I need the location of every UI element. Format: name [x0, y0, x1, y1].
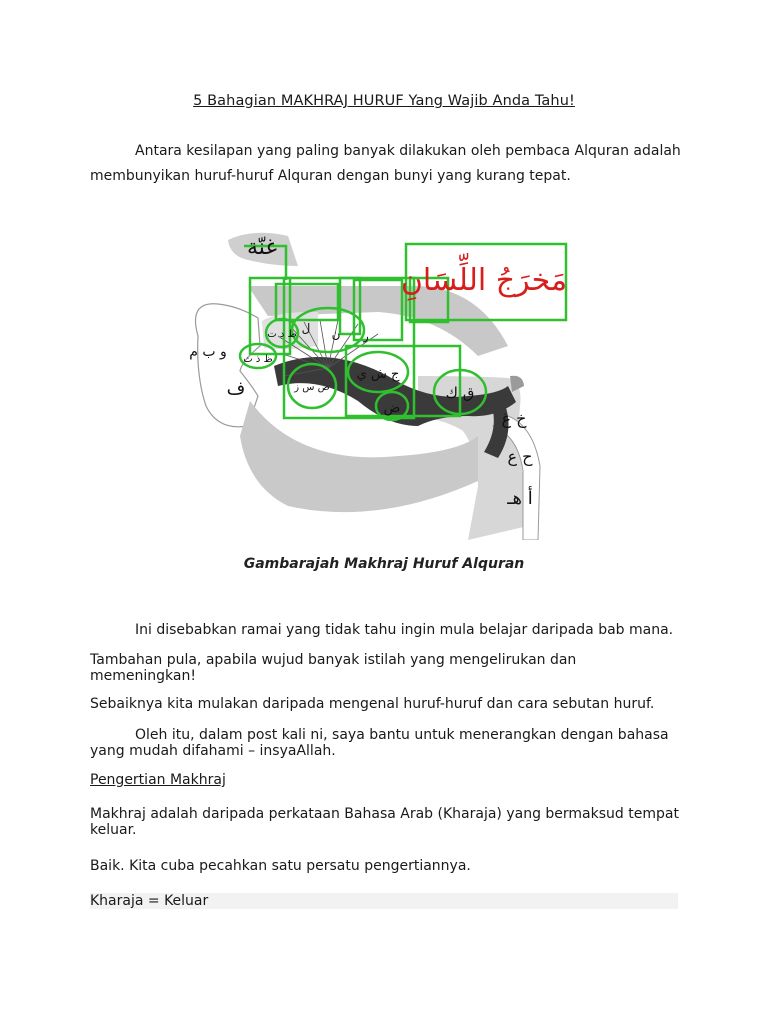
paragraph-6: Baik. Kita cuba pecahkan satu persatu pengertiannya. — [90, 858, 471, 874]
intro-line-1: Antara kesilapan yang paling banyak dilakukan oleh pembaca Alquran adalah — [135, 143, 681, 159]
label-makhraj-lisan: مَخرَجُ اللِّسَانِ — [400, 263, 568, 298]
paragraph-7: Kharaja = Keluar — [90, 893, 678, 909]
label-tip-2: ط د ت — [267, 329, 297, 340]
label-throat-3: أ هـ — [507, 488, 533, 509]
label-throat-2: ح ع — [507, 447, 533, 466]
label-fa: ف — [226, 378, 246, 399]
figure-caption: Gambarajah Makhraj Huruf Alquran — [243, 556, 525, 572]
makhraj-diagram — [178, 226, 572, 540]
label-tip-1: ظ ذ ث — [243, 354, 273, 365]
label-throat-1: خ غ — [501, 409, 527, 428]
label-sin: ص س ز — [294, 382, 330, 393]
document-title: 5 Bahagian MAKHRAJ HURUF Yang Wajib Anda Tahu! — [193, 93, 575, 109]
paragraph-5-line-2: keluar. — [90, 822, 137, 838]
label-dad: ض — [383, 400, 401, 416]
paragraph-3: Sebaiknya kita mulakan daripada mengenal huruf-huruf dan cara sebutan huruf. — [90, 696, 655, 712]
label-jim: ج ش ي — [356, 367, 400, 382]
label-lips: و ب م — [189, 344, 227, 360]
paragraph-1: Ini disebabkan ramai yang tidak tahu ingin mula belajar daripada bab mana. — [135, 622, 674, 638]
paragraph-2-line-2: memeningkan! — [90, 668, 196, 684]
label-lam: ل — [301, 321, 311, 335]
section-heading: Pengertian Makhraj — [90, 772, 226, 788]
intro-line-2: membunyikan huruf-huruf Alquran dengan bunyi yang kurang tepat. — [90, 168, 571, 184]
paragraph-2-line-1: Tambahan pula, apabila wujud banyak istilah yang mengelirukan dan — [90, 652, 577, 668]
label-ra: ر — [363, 330, 369, 343]
paragraph-4-line-2: yang mudah difahami – insyaAllah. — [90, 743, 336, 759]
paragraph-4-line-1: Oleh itu, dalam post kali ni, saya bantu untuk menerangkan dengan bahasa — [135, 727, 669, 743]
label-ghunnah: غنّة — [247, 235, 277, 260]
label-nun: ن — [331, 327, 341, 341]
label-qaf: ق ك — [445, 384, 475, 402]
paragraph-5-line-1: Makhraj adalah daripada perkataan Bahasa Arab (Kharaja) yang bermaksud tempat — [90, 806, 679, 822]
